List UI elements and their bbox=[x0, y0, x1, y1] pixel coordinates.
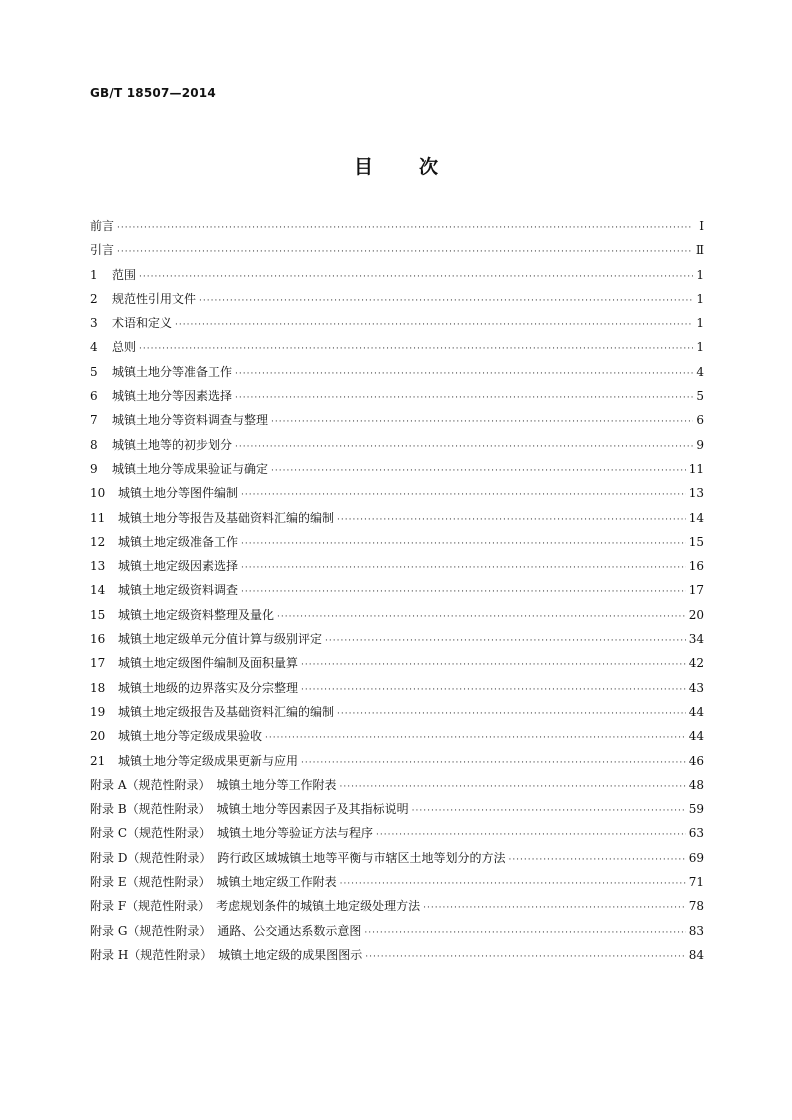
toc-entry-page: 44 bbox=[688, 729, 704, 744]
toc-entry-label: 附录 G（规范性附录） 通路、公交通达系数示意图 bbox=[90, 923, 362, 938]
toc-entry-page: Ⅱ bbox=[695, 243, 704, 258]
toc-entry-label: 引言 bbox=[90, 243, 115, 258]
toc-entry-number: 2 bbox=[90, 291, 98, 306]
toc-entry-number: 19 bbox=[90, 704, 106, 719]
toc-entry-label: 附录 A（规范性附录） 城镇土地分等工作附表 bbox=[90, 777, 337, 792]
title-char-right: 次 bbox=[419, 156, 439, 178]
toc-dot-leader bbox=[301, 678, 686, 702]
toc-entry-label: 城镇土地定级准备工作 bbox=[118, 534, 239, 549]
toc-entry-number: 15 bbox=[90, 607, 106, 622]
toc-dot-leader bbox=[241, 532, 686, 556]
toc-entry[interactable] bbox=[90, 506, 704, 530]
toc-dot-leader bbox=[139, 265, 693, 289]
toc-entry-number: 3 bbox=[90, 316, 98, 331]
toc-entry-number: 8 bbox=[90, 437, 98, 452]
toc-entry[interactable] bbox=[90, 676, 704, 700]
toc-entry-number: 6 bbox=[90, 389, 98, 404]
toc-entry-page: 5 bbox=[696, 389, 704, 404]
toc-entry-label: 城镇土地定级资料调查 bbox=[118, 583, 239, 598]
toc-entry[interactable] bbox=[90, 238, 704, 262]
toc-entry[interactable] bbox=[90, 530, 704, 554]
toc-entry-number: 5 bbox=[90, 364, 98, 379]
toc-entry-page: 63 bbox=[688, 826, 704, 841]
toc-entry[interactable] bbox=[90, 384, 704, 408]
toc-entry-page: 44 bbox=[688, 704, 704, 719]
toc-entry-page: 84 bbox=[688, 947, 704, 962]
toc-entry-number: 10 bbox=[90, 486, 106, 501]
toc-entry-page: Ⅰ bbox=[699, 219, 704, 233]
toc-dot-leader bbox=[325, 629, 686, 653]
toc-entry-page: 1 bbox=[696, 340, 704, 355]
toc-entry-label: 规范性引用文件 bbox=[112, 291, 197, 306]
toc-entry-page: 46 bbox=[688, 753, 704, 768]
toc-entry-label: 城镇土地定级图件编制及面积量算 bbox=[118, 656, 299, 671]
toc-entry-page: 1 bbox=[696, 267, 704, 282]
toc-entry[interactable] bbox=[90, 287, 704, 311]
toc-entry-page: 20 bbox=[688, 607, 704, 622]
toc-dot-leader bbox=[199, 289, 693, 313]
toc-dot-leader bbox=[241, 556, 686, 580]
toc-dot-leader bbox=[508, 848, 685, 872]
toc-entry-label: 附录 F（规范性附录） 考虑规划条件的城镇土地定级处理方法 bbox=[90, 899, 421, 914]
toc-entry-number: 17 bbox=[90, 656, 106, 671]
toc-entry-number: 7 bbox=[90, 413, 98, 428]
toc-entry[interactable] bbox=[90, 870, 704, 894]
toc-entry-label: 城镇土地定级报告及基础资料汇编的编制 bbox=[118, 704, 335, 719]
toc-dot-leader bbox=[235, 386, 693, 410]
toc-entry[interactable] bbox=[90, 627, 704, 651]
toc-entry[interactable] bbox=[90, 846, 704, 870]
toc-entry[interactable] bbox=[90, 943, 704, 967]
toc-entry-label: 城镇土地分等准备工作 bbox=[112, 364, 233, 379]
toc-dot-leader bbox=[339, 775, 685, 799]
toc-entry-number: 11 bbox=[90, 510, 106, 525]
toc-entry[interactable] bbox=[90, 554, 704, 578]
toc-entry-label: 附录 E（规范性附录） 城镇土地定级工作附表 bbox=[90, 875, 337, 890]
toc-entry-page: 42 bbox=[688, 656, 704, 671]
toc-entry-label: 附录 D（规范性附录） 跨行政区域城镇土地等平衡与市辖区土地等划分的方法 bbox=[90, 850, 506, 865]
toc-dot-leader bbox=[337, 508, 686, 532]
toc-dot-leader bbox=[301, 751, 686, 775]
toc-dot-leader bbox=[364, 921, 685, 945]
toc-entry-page: 71 bbox=[688, 875, 704, 890]
toc-dot-leader bbox=[241, 483, 686, 507]
toc-entry-label: 术语和定义 bbox=[112, 316, 173, 331]
toc-entry-label: 总则 bbox=[112, 340, 137, 355]
toc-entry[interactable] bbox=[90, 724, 704, 748]
toc-entry-label: 城镇土地分等定级成果更新与应用 bbox=[118, 753, 299, 768]
toc-dot-leader bbox=[376, 823, 686, 847]
toc-entry-label: 城镇土地定级因素选择 bbox=[118, 559, 239, 574]
toc-entry[interactable] bbox=[90, 335, 704, 359]
toc-entry-page: 11 bbox=[688, 461, 704, 476]
toc-entry[interactable] bbox=[90, 408, 704, 432]
toc-entry-label: 城镇土地定级单元分值计算与级别评定 bbox=[118, 632, 323, 647]
toc-entry[interactable] bbox=[90, 651, 704, 675]
toc-dot-leader bbox=[241, 580, 686, 604]
toc-entry-page: 78 bbox=[688, 899, 704, 914]
toc-entry-page: 1 bbox=[696, 316, 704, 331]
toc-entry-label: 范围 bbox=[112, 267, 137, 282]
toc-entry[interactable] bbox=[90, 797, 704, 821]
toc-entry-page: 59 bbox=[688, 802, 704, 817]
toc-entry-page: 34 bbox=[688, 632, 704, 647]
toc-entry-label: 城镇土地分等因素选择 bbox=[112, 389, 233, 404]
toc-entry-page: 9 bbox=[696, 437, 704, 452]
document-code: GB/T 18507—2014 bbox=[90, 86, 216, 100]
toc-entry[interactable] bbox=[90, 263, 704, 287]
toc-dot-leader bbox=[337, 702, 686, 726]
toc-dot-leader bbox=[117, 216, 693, 240]
toc-entry[interactable] bbox=[90, 481, 704, 505]
toc-entry-number: 4 bbox=[90, 340, 98, 355]
toc-entry[interactable] bbox=[90, 457, 704, 481]
toc-entry[interactable] bbox=[90, 700, 704, 724]
toc-entry[interactable] bbox=[90, 749, 704, 773]
toc-entry-label: 城镇土地分等资料调查与整理 bbox=[112, 413, 269, 428]
toc-entry-page: 69 bbox=[688, 850, 704, 865]
toc-entry-number: 13 bbox=[90, 559, 106, 574]
toc-entry-page: 15 bbox=[688, 534, 704, 549]
toc-dot-leader bbox=[301, 653, 686, 677]
toc-entry-page: 13 bbox=[688, 486, 704, 501]
toc-entry-page: 1 bbox=[696, 291, 704, 306]
toc-entry[interactable] bbox=[90, 214, 704, 238]
page-title bbox=[0, 152, 792, 179]
toc-entry-label: 附录 B（规范性附录） 城镇土地分等因素因子及其指标说明 bbox=[90, 802, 409, 817]
toc-entry[interactable] bbox=[90, 360, 704, 384]
toc-entry[interactable] bbox=[90, 773, 704, 797]
toc-dot-leader bbox=[423, 896, 686, 920]
toc-entry-page: 14 bbox=[688, 510, 704, 525]
toc-entry-page: 83 bbox=[688, 923, 704, 938]
toc-entry-page: 48 bbox=[688, 777, 704, 792]
toc-dot-leader bbox=[117, 240, 693, 264]
toc-dot-leader bbox=[412, 799, 686, 823]
toc-dot-leader bbox=[271, 459, 686, 483]
toc-entry-page: 4 bbox=[696, 364, 704, 379]
toc-entry-page: 16 bbox=[688, 559, 704, 574]
toc-dot-leader bbox=[365, 945, 685, 969]
toc-entry-page: 6 bbox=[696, 413, 704, 428]
toc-entry-label: 城镇土地分等图件编制 bbox=[118, 486, 239, 501]
toc-entry-label: 城镇土地等的初步划分 bbox=[112, 437, 233, 452]
toc-entry[interactable] bbox=[90, 578, 704, 602]
toc-dot-leader bbox=[139, 337, 693, 361]
toc-entry[interactable] bbox=[90, 433, 704, 457]
toc-entry-number: 21 bbox=[90, 753, 106, 768]
toc-entry-number: 1 bbox=[90, 267, 98, 282]
toc-entry-label: 城镇土地分等定级成果验收 bbox=[118, 729, 263, 744]
toc-dot-leader bbox=[235, 362, 693, 386]
toc-dot-leader bbox=[265, 726, 686, 750]
toc-entry-number: 14 bbox=[90, 583, 106, 598]
toc-entry-number: 9 bbox=[90, 461, 98, 476]
toc-dot-leader bbox=[277, 605, 686, 629]
toc-entry-page: 17 bbox=[688, 583, 704, 598]
table-of-contents bbox=[90, 214, 704, 967]
toc-entry-label: 城镇土地分等成果验证与确定 bbox=[112, 461, 269, 476]
toc-entry-number: 20 bbox=[90, 729, 106, 744]
toc-entry[interactable] bbox=[90, 603, 704, 627]
toc-entry-number: 16 bbox=[90, 632, 106, 647]
toc-entry-label: 城镇土地定级资料整理及量化 bbox=[118, 607, 275, 622]
toc-entry-page: 43 bbox=[688, 680, 704, 695]
toc-dot-leader bbox=[271, 410, 693, 434]
title-char-left: 目 bbox=[353, 156, 373, 178]
toc-dot-leader bbox=[340, 872, 686, 896]
toc-entry-label: 附录 C（规范性附录） 城镇土地分等验证方法与程序 bbox=[90, 826, 373, 841]
toc-entry[interactable] bbox=[90, 311, 704, 335]
toc-entry-label: 附录 H（规范性附录） 城镇土地定级的成果图图示 bbox=[90, 947, 363, 962]
toc-entry-label: 城镇土地分等报告及基础资料汇编的编制 bbox=[118, 510, 335, 525]
toc-entry-number: 12 bbox=[90, 534, 106, 549]
toc-entry-label: 前言 bbox=[90, 219, 115, 233]
toc-entry-label: 城镇土地级的边界落实及分宗整理 bbox=[118, 680, 299, 695]
toc-dot-leader bbox=[175, 313, 693, 337]
toc-entry[interactable] bbox=[90, 821, 704, 845]
toc-entry[interactable] bbox=[90, 894, 704, 918]
toc-entry-number: 18 bbox=[90, 680, 106, 695]
toc-dot-leader bbox=[235, 435, 693, 459]
toc-entry[interactable] bbox=[90, 919, 704, 943]
